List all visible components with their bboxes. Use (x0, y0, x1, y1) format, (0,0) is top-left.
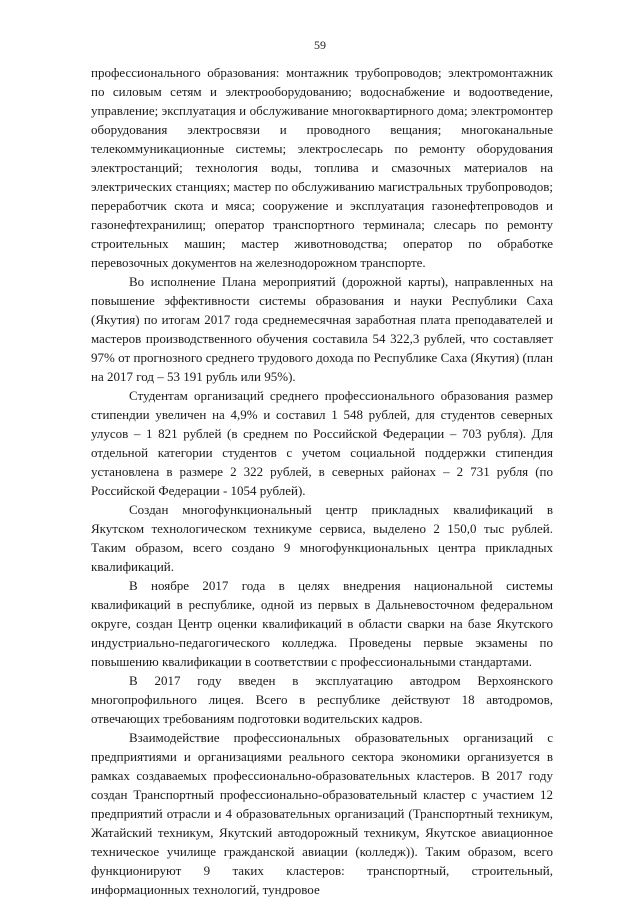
page-number: 59 (314, 38, 326, 52)
paragraph-salary: Во исполнение Плана мероприятий (дорожной карты), направленных на повышение эффективности системы образования и науки Республики Саха (Якутия) по итогам 2017 года среднемесячная заработная плата преподавателей и мастеров производственного обучения составила 54 322,3 рублей, что составляет 97% от прогнозного среднего трудового дохода по Республике Саха (Якутия) (план на 2017 год – 53 191 рубль или 95%). (91, 274, 553, 384)
body-text (91, 63, 553, 899)
paragraph-qualification-center: Создан многофункциональный центр прикладных квалификаций в Якутском технологическом техникуме сервиса, выделено 2 150,0 тыс рублей. Таким образом, всего создано 9 многофункциональных центра прикладных квалификаций. (91, 502, 553, 574)
paragraph-stipend: Студентам организаций среднего профессионального образования размер стипендии увеличен на 4,9% и составил 1 548 рублей, для студентов северных улусов – 1 821 рублей (в среднем по Российской Федерации – 703 рубля). Для отдельной категории студентов с учетом социальной поддержки стипендия установлена в размере 2 322 рублей, в северных районах – 2 731 рубля (по Российской Федерации - 1054 рублей). (91, 388, 553, 498)
paragraph-continuation: профессионального образования: монтажник трубопроводов; электромонтажник по силовым сетям и электрооборудованию; водоснабжение и водоотведение, управление; эксплуатация и обслуживание многоквартирного дома; электромонтер оборудования электросвязи и проводного вещания; многоканальные телекоммуникационные системы; электрослесарь по ремонту оборудования электростанций; технология воды, топлива и смазочных материалов на электрических станциях; мастер по обслуживанию магистральных трубопроводов; переработчик скота и мяса; сооружение и эксплуатация газонефтепроводов и газонефтехранилищ; оператор транспортного терминала; слесарь по ремонту строительных машин; мастер животноводства; оператор по обработке перевозочных документов на железнодорожном транспорте. (91, 65, 553, 270)
paragraph-clusters: Взаимодействие профессиональных образовательных организаций с предприятиями и организациями реального сектора экономики организуется в рамках создаваемых профессионально-образовательных кластеров. В 2017 году создан Транспортный профессионально-образовательный кластер с участием 12 предприятий отрасли и 4 образовательных организаций (Транспортный техникум, Жатайский техникум, Якутский автодорожный техникум, Якутское авиационное техническое училище гражданской авиации (колледж)). Таким образом, всего функционируют 9 таких кластеров: транспортный, строительный, информационных технологий, тундровое (91, 730, 553, 897)
paragraph-autodrome: В 2017 году введен в эксплуатацию автодром Верхоянского многопрофильного лицея. Всего в республике действуют 18 автодромов, отвечающих требованиям подготовки водительских кадров. (91, 673, 553, 726)
paragraph-welding-center: В ноябре 2017 года в целях внедрения национальной системы квалификаций в республике, одной из первых в Дальневосточном федеральном округе, создан Центр оценки квалификаций в области сварки на базе Якутского индустриально-педагогического колледжа. Проведены первые экзамены по повышению квалификации в соответствии с профессиональными стандартами. (91, 578, 553, 669)
